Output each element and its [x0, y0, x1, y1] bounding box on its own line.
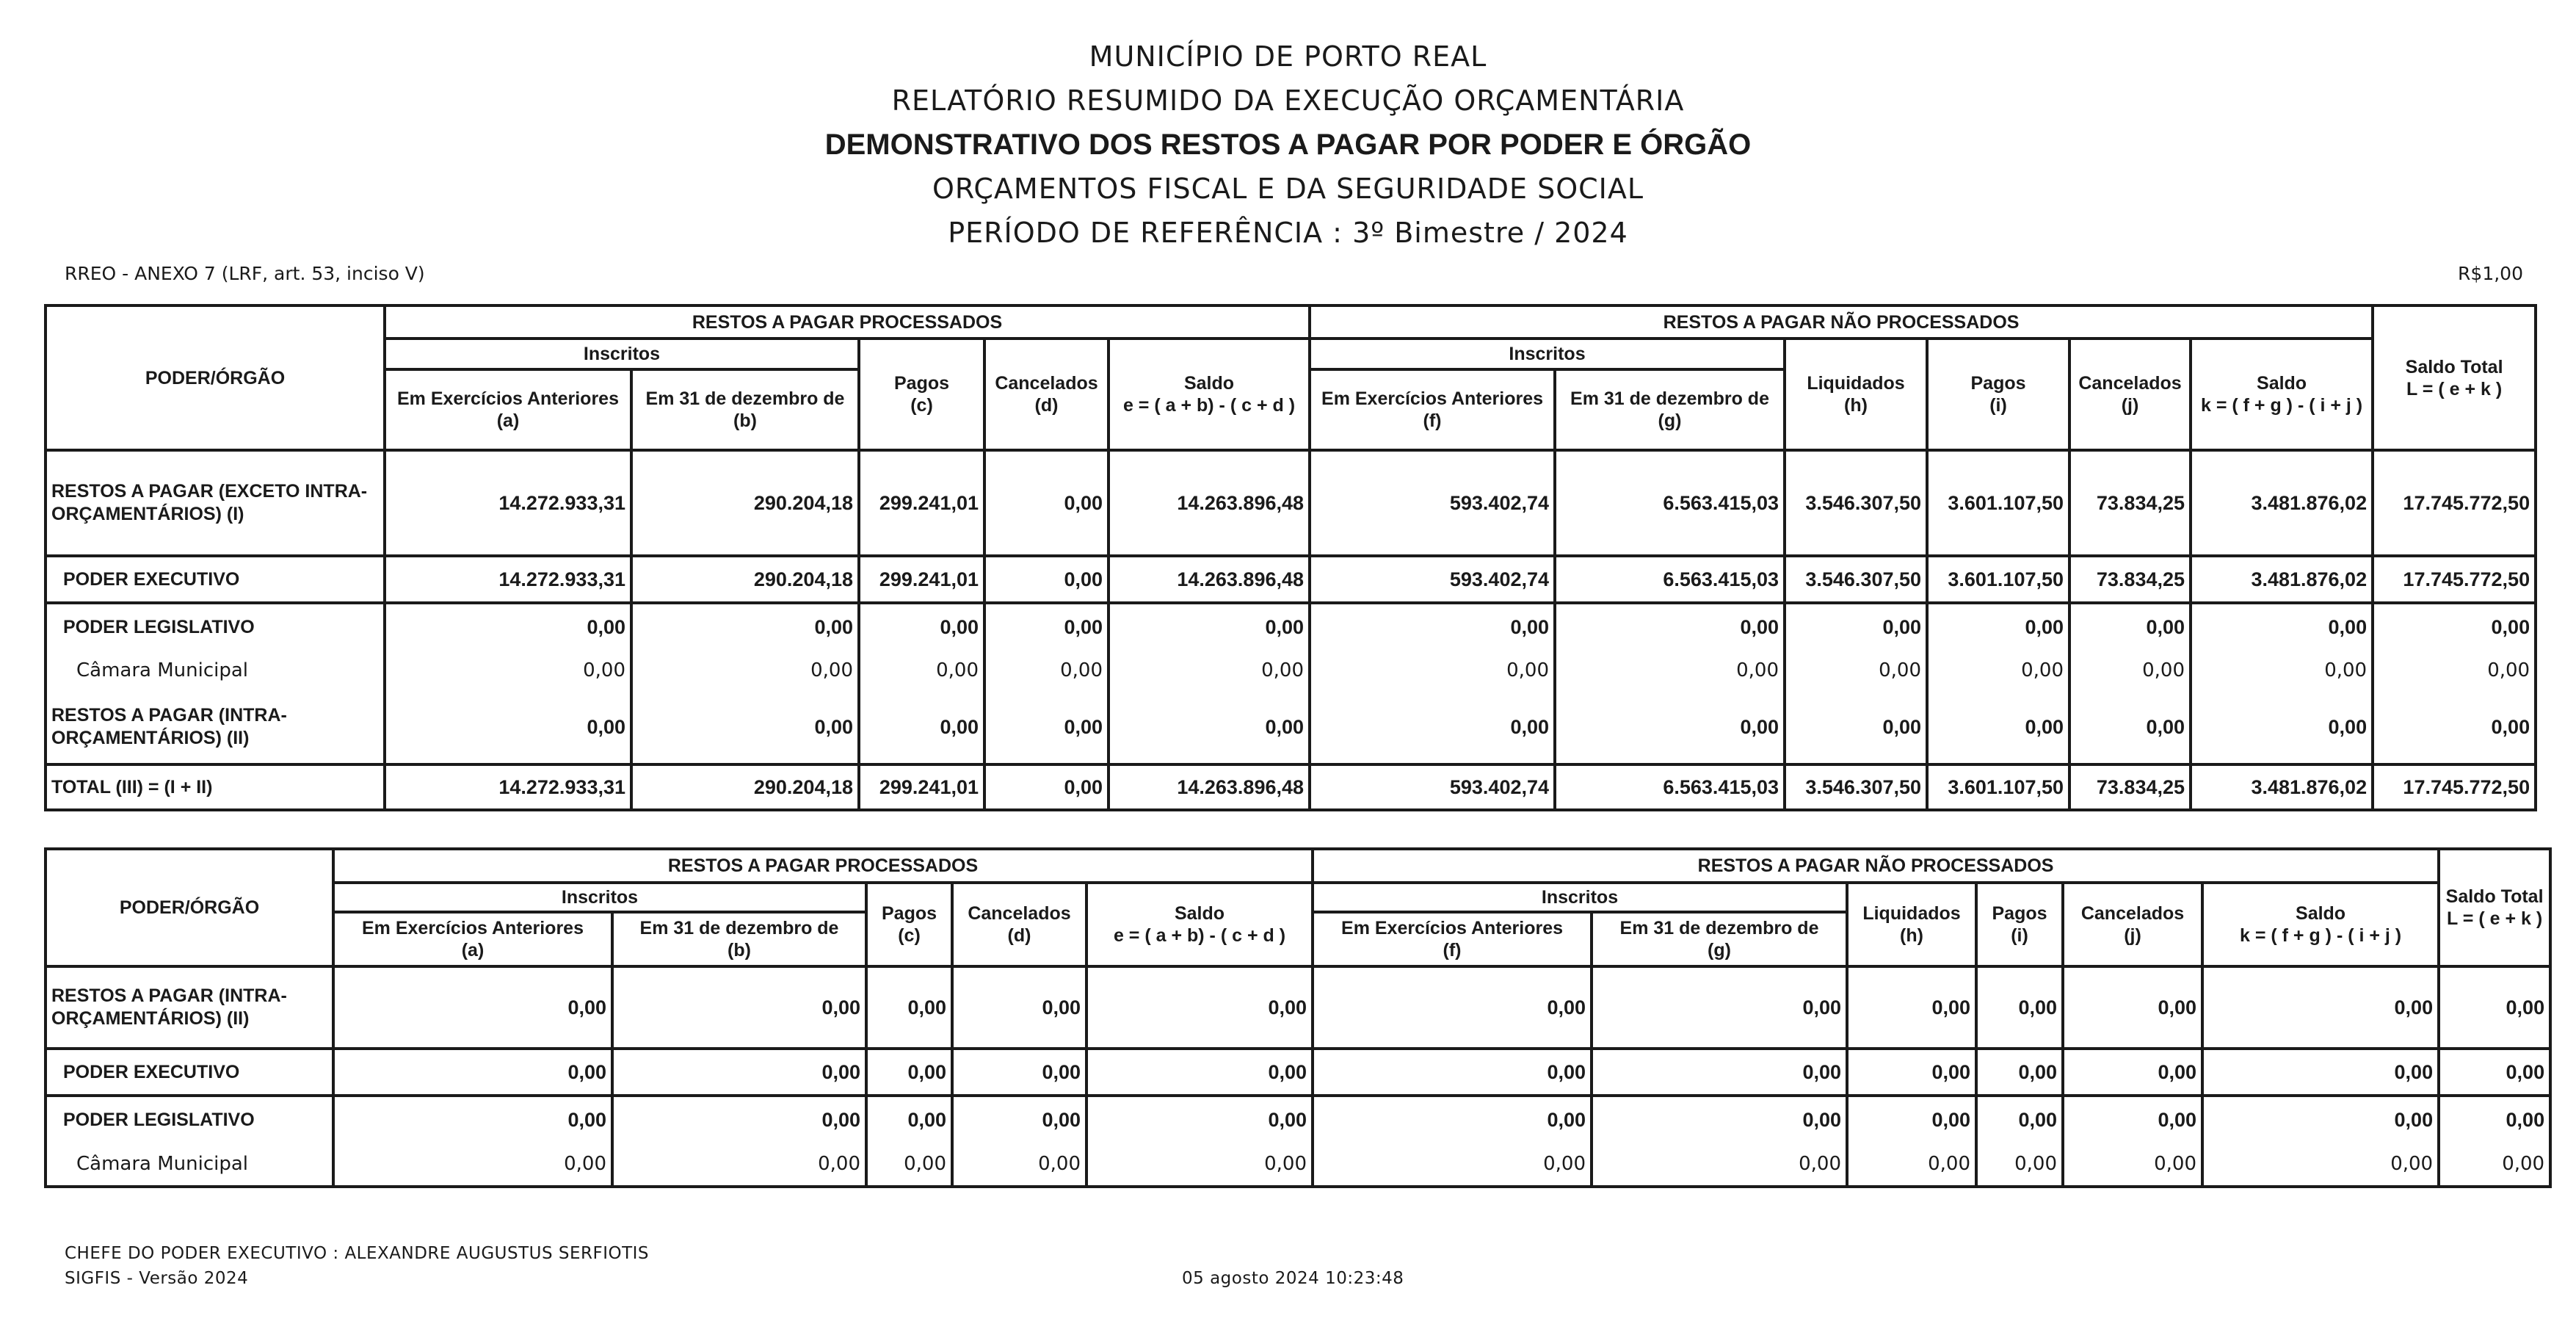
value-cell: 0,00 — [385, 691, 631, 764]
row-label: PODER EXECUTIVO — [46, 556, 385, 603]
value-cell: 3.481.876,02 — [2191, 764, 2373, 810]
value-cell: 14.272.933,31 — [385, 450, 631, 556]
value-cell: 0,00 — [1976, 1143, 2063, 1187]
value-cell: 0,00 — [612, 1096, 866, 1143]
value-cell: 299.241,01 — [859, 556, 984, 603]
value-cell: 0,00 — [2202, 1143, 2439, 1187]
value-cell: 0,00 — [1847, 1143, 1976, 1187]
value-cell: 0,00 — [631, 691, 859, 764]
value-cell: 73.834,25 — [2069, 764, 2191, 810]
value-cell: 0,00 — [1976, 1049, 2063, 1096]
value-cell: 0,00 — [1109, 650, 1310, 691]
value-cell: 299.241,01 — [859, 450, 984, 556]
value-cell: 0,00 — [866, 1049, 952, 1096]
value-cell: 299.241,01 — [859, 764, 984, 810]
row-label: PODER LEGISLATIVO — [46, 1096, 333, 1143]
col-31-dez-g-2: Em 31 de dezembro de (g) — [1592, 912, 1847, 966]
value-cell: 0,00 — [1313, 1096, 1592, 1143]
value-cell: 0,00 — [1310, 650, 1555, 691]
col-31-dez-b-2: Em 31 de dezembro de (b) — [612, 912, 866, 966]
reference-period: PERÍODO DE REFERÊNCIA : 3º Bimestre / 2024 — [948, 217, 1628, 249]
value-cell: 0,00 — [385, 650, 631, 691]
value-cell: 0,00 — [1785, 650, 1927, 691]
value-cell: 0,00 — [859, 691, 984, 764]
value-cell: 0,00 — [2373, 691, 2536, 764]
value-cell: 0,00 — [1310, 603, 1555, 650]
value-cell: 73.834,25 — [2069, 450, 2191, 556]
value-cell: 0,00 — [2191, 603, 2373, 650]
value-cell: 0,00 — [1086, 1049, 1313, 1096]
value-cell: 0,00 — [1976, 966, 2063, 1049]
value-cell: 0,00 — [2439, 1049, 2550, 1096]
group-nao-processados: RESTOS A PAGAR NÃO PROCESSADOS — [1310, 305, 2373, 339]
value-cell: 0,00 — [2063, 1096, 2202, 1143]
value-cell: 0,00 — [1927, 691, 2069, 764]
value-cell: 0,00 — [1086, 966, 1313, 1049]
value-cell: 593.402,74 — [1310, 556, 1555, 603]
value-cell: 3.601.107,50 — [1927, 450, 2069, 556]
group-processados: RESTOS A PAGAR PROCESSADOS — [385, 305, 1310, 339]
value-cell: 17.745.772,50 — [2373, 764, 2536, 810]
col-pagos-i-2: Pagos (i) — [1976, 883, 2063, 966]
value-cell: 0,00 — [1976, 1096, 2063, 1143]
value-cell: 0,00 — [631, 650, 859, 691]
value-cell: 3.481.876,02 — [2191, 450, 2373, 556]
report-timestamp: 05 agosto 2024 10:23:48 — [1182, 1269, 1404, 1288]
col-saldo-k-2: Saldo k = ( f + g ) - ( i + j ) — [2202, 883, 2439, 966]
col-cancelados-d: Cancelados (d) — [984, 339, 1109, 450]
value-cell: 0,00 — [333, 1143, 612, 1187]
value-cell: 0,00 — [612, 966, 866, 1049]
value-cell: 0,00 — [1313, 1049, 1592, 1096]
value-cell: 6.563.415,03 — [1555, 556, 1785, 603]
value-cell: 0,00 — [859, 603, 984, 650]
inscritos-nao-processados: Inscritos — [1310, 339, 1785, 369]
value-cell: 593.402,74 — [1310, 764, 1555, 810]
value-cell: 0,00 — [631, 603, 859, 650]
value-cell: 0,00 — [1592, 966, 1847, 1049]
col-31-dez-b: Em 31 de dezembro de (b) — [631, 369, 859, 450]
system-version: SIGFIS - Versão 2024 — [65, 1269, 249, 1288]
table-row — [46, 1049, 2550, 1096]
value-cell: 0,00 — [1785, 603, 1927, 650]
value-cell: 0,00 — [952, 1096, 1086, 1143]
row-label: RESTOS A PAGAR (EXCETO INTRA-ORÇAMENTÁRIOS) (I) — [46, 450, 385, 556]
col-pagos-i: Pagos (i) — [1927, 339, 2069, 450]
value-cell: 0,00 — [1592, 1143, 1847, 1187]
value-cell: 290.204,18 — [631, 450, 859, 556]
annex-label: RREO - ANEXO 7 (LRF, art. 53, inciso V) — [65, 263, 425, 284]
value-cell: 0,00 — [1109, 603, 1310, 650]
value-cell: 3.546.307,50 — [1785, 450, 1927, 556]
value-cell: 14.263.896,48 — [1109, 764, 1310, 810]
table-row — [46, 966, 2550, 1049]
value-cell: 0,00 — [1109, 691, 1310, 764]
table-row — [46, 450, 2536, 556]
value-cell: 0,00 — [1927, 603, 2069, 650]
value-cell: 0,00 — [1086, 1096, 1313, 1143]
col-exerc-ant-a: Em Exercícios Anteriores (a) — [385, 369, 631, 450]
value-cell: 0,00 — [2063, 1143, 2202, 1187]
value-cell: 3.546.307,50 — [1785, 556, 1927, 603]
value-cell: 0,00 — [1927, 650, 2069, 691]
value-cell: 0,00 — [2069, 603, 2191, 650]
municipality-title: MUNICÍPIO DE PORTO REAL — [1089, 40, 1487, 73]
value-cell: 0,00 — [1310, 691, 1555, 764]
value-cell: 0,00 — [984, 650, 1109, 691]
table-row — [46, 1096, 2550, 1143]
value-cell: 0,00 — [1555, 650, 1785, 691]
value-cell: 6.563.415,03 — [1555, 764, 1785, 810]
value-cell: 0,00 — [1592, 1049, 1847, 1096]
col-cancelados-j: Cancelados (j) — [2069, 339, 2191, 450]
table-row — [46, 603, 2536, 650]
col-exerc-ant-a-2: Em Exercícios Anteriores (a) — [333, 912, 612, 966]
col-exerc-ant-f-2: Em Exercícios Anteriores (f) — [1313, 912, 1592, 966]
value-cell: 0,00 — [2373, 603, 2536, 650]
value-cell: 0,00 — [984, 764, 1109, 810]
restos-table-1 — [44, 304, 2537, 811]
col-poder-orgao-2: PODER/ÓRGÃO — [46, 849, 333, 966]
value-cell: 6.563.415,03 — [1555, 450, 1785, 556]
value-cell: 0,00 — [2063, 1049, 2202, 1096]
value-cell: 0,00 — [2439, 966, 2550, 1049]
col-31-dez-g: Em 31 de dezembro de (g) — [1555, 369, 1785, 450]
row-label: RESTOS A PAGAR (INTRA-ORÇAMENTÁRIOS) (II) — [46, 691, 385, 764]
report-title: RELATÓRIO RESUMIDO DA EXECUÇÃO ORÇAMENTÁRIA — [891, 84, 1685, 117]
value-cell: 0,00 — [1847, 1049, 1976, 1096]
inscritos-processados-2: Inscritos — [333, 883, 866, 912]
group-processados-2: RESTOS A PAGAR PROCESSADOS — [333, 849, 1313, 883]
value-cell: 3.481.876,02 — [2191, 556, 2373, 603]
value-cell: 73.834,25 — [2069, 556, 2191, 603]
col-saldo-k: Saldo k = ( f + g ) - ( i + j ) — [2191, 339, 2373, 450]
col-liquidados-h: Liquidados (h) — [1785, 339, 1927, 450]
value-cell: 0,00 — [1086, 1143, 1313, 1187]
value-cell: 0,00 — [2069, 691, 2191, 764]
value-cell: 0,00 — [984, 556, 1109, 603]
row-label: PODER EXECUTIVO — [46, 1049, 333, 1096]
value-cell: 0,00 — [2191, 691, 2373, 764]
row-label: TOTAL (III) = (I + II) — [46, 764, 385, 810]
value-cell: 3.546.307,50 — [1785, 764, 1927, 810]
value-cell: 0,00 — [2069, 650, 2191, 691]
value-cell: 290.204,18 — [631, 764, 859, 810]
col-pagos-c-2: Pagos (c) — [866, 883, 952, 966]
value-cell: 0,00 — [984, 691, 1109, 764]
value-cell: 3.601.107,50 — [1927, 556, 2069, 603]
value-cell: 0,00 — [952, 1143, 1086, 1187]
value-cell: 0,00 — [2373, 650, 2536, 691]
value-cell: 0,00 — [2202, 1096, 2439, 1143]
col-pagos-c: Pagos (c) — [859, 339, 984, 450]
executive-chief: CHEFE DO PODER EXECUTIVO : ALEXANDRE AUGUSTUS SERFIOTIS — [65, 1244, 650, 1263]
table-row — [46, 556, 2536, 603]
value-cell: 290.204,18 — [631, 556, 859, 603]
value-cell: 0,00 — [1313, 1143, 1592, 1187]
value-cell: 0,00 — [2202, 1049, 2439, 1096]
col-cancelados-j-2: Cancelados (j) — [2063, 883, 2202, 966]
col-saldo-e-2: Saldo e = ( a + b) - ( c + d ) — [1086, 883, 1313, 966]
table-row — [46, 650, 2536, 691]
value-cell: 0,00 — [333, 1096, 612, 1143]
value-cell: 0,00 — [866, 1143, 952, 1187]
col-liquidados-h-2: Liquidados (h) — [1847, 883, 1976, 966]
value-cell: 0,00 — [2063, 966, 2202, 1049]
currency-unit: R$1,00 — [2458, 263, 2523, 284]
value-cell: 0,00 — [1592, 1096, 1847, 1143]
value-cell: 0,00 — [385, 603, 631, 650]
value-cell: 0,00 — [1847, 966, 1976, 1049]
row-label: PODER LEGISLATIVO — [46, 603, 385, 650]
value-cell: 0,00 — [2191, 650, 2373, 691]
value-cell: 0,00 — [866, 966, 952, 1049]
value-cell: 0,00 — [612, 1049, 866, 1096]
table-row — [46, 691, 2536, 764]
value-cell: 0,00 — [333, 1049, 612, 1096]
value-cell: 0,00 — [1555, 603, 1785, 650]
col-saldo-e: Saldo e = ( a + b) - ( c + d ) — [1109, 339, 1310, 450]
value-cell: 0,00 — [2439, 1143, 2550, 1187]
value-cell: 0,00 — [984, 450, 1109, 556]
col-exerc-ant-f: Em Exercícios Anteriores (f) — [1310, 369, 1555, 450]
value-cell: 0,00 — [984, 603, 1109, 650]
value-cell: 0,00 — [952, 1049, 1086, 1096]
value-cell: 0,00 — [2439, 1096, 2550, 1143]
value-cell: 0,00 — [1313, 966, 1592, 1049]
value-cell: 593.402,74 — [1310, 450, 1555, 556]
group-nao-processados-2: RESTOS A PAGAR NÃO PROCESSADOS — [1313, 849, 2439, 883]
row-label: Câmara Municipal — [46, 650, 385, 691]
value-cell: 14.263.896,48 — [1109, 556, 1310, 603]
value-cell: 0,00 — [1555, 691, 1785, 764]
col-cancelados-d-2: Cancelados (d) — [952, 883, 1086, 966]
table-row — [46, 1143, 2550, 1187]
budget-subtitle: ORÇAMENTOS FISCAL E DA SEGURIDADE SOCIAL — [932, 173, 1644, 205]
value-cell: 3.601.107,50 — [1927, 764, 2069, 810]
statement-title: DEMONSTRATIVO DOS RESTOS A PAGAR POR PODER E ÓRGÃO — [824, 129, 1752, 161]
table-row — [46, 764, 2536, 810]
value-cell: 17.745.772,50 — [2373, 556, 2536, 603]
restos-table-2 — [44, 847, 2552, 1188]
row-label: RESTOS A PAGAR (INTRA-ORÇAMENTÁRIOS) (II) — [46, 966, 333, 1049]
inscritos-processados: Inscritos — [385, 339, 859, 369]
col-saldo-total-2: Saldo Total L = ( e + k ) — [2439, 849, 2550, 966]
value-cell: 0,00 — [1847, 1096, 1976, 1143]
inscritos-nao-processados-2: Inscritos — [1313, 883, 1847, 912]
row-label: Câmara Municipal — [46, 1143, 333, 1187]
value-cell: 14.263.896,48 — [1109, 450, 1310, 556]
value-cell: 0,00 — [952, 966, 1086, 1049]
value-cell: 17.745.772,50 — [2373, 450, 2536, 556]
col-poder-orgao: PODER/ÓRGÃO — [46, 305, 385, 450]
col-saldo-total: Saldo Total L = ( e + k ) — [2373, 305, 2536, 450]
value-cell: 0,00 — [2202, 966, 2439, 1049]
value-cell: 0,00 — [612, 1143, 866, 1187]
value-cell: 0,00 — [859, 650, 984, 691]
value-cell: 14.272.933,31 — [385, 556, 631, 603]
value-cell: 0,00 — [866, 1096, 952, 1143]
value-cell: 14.272.933,31 — [385, 764, 631, 810]
value-cell: 0,00 — [333, 966, 612, 1049]
value-cell: 0,00 — [1785, 691, 1927, 764]
